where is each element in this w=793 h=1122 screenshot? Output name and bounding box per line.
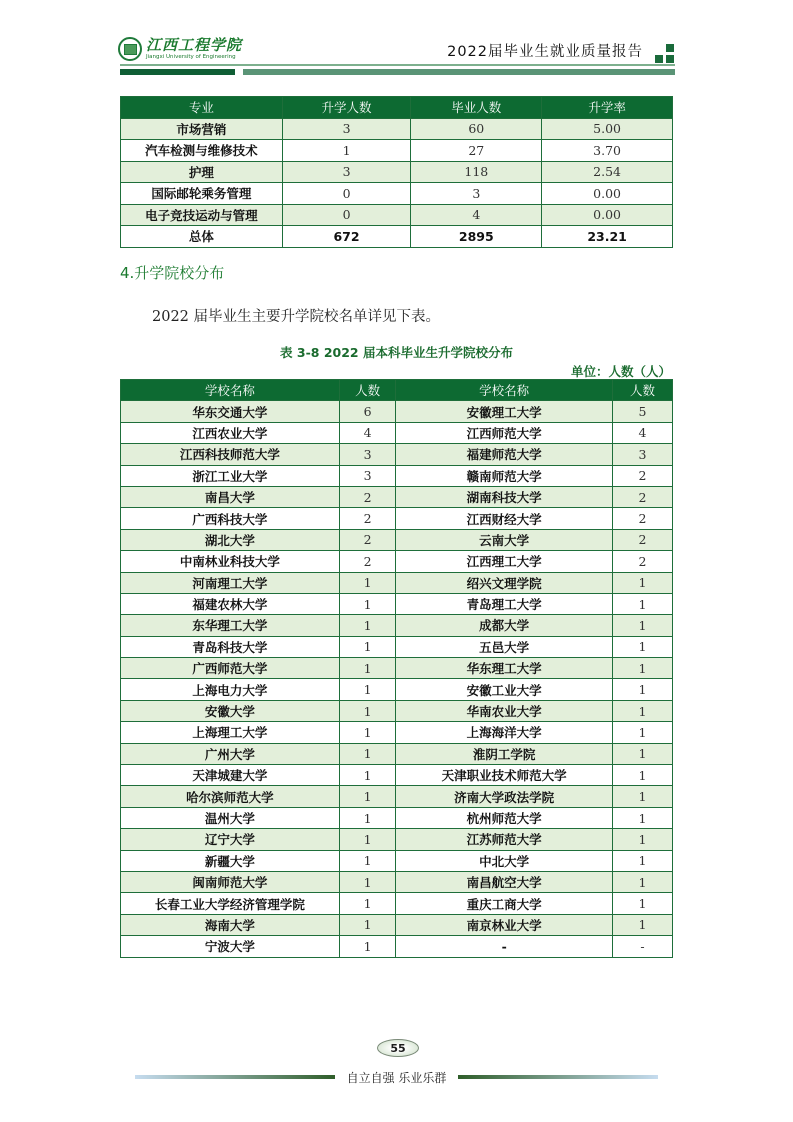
table-row	[121, 508, 673, 529]
student-count: 4	[612, 422, 672, 443]
logo-chinese-name: 江西工程学院	[146, 35, 243, 54]
table-row	[121, 422, 673, 443]
school-name: 江西农业大学	[121, 422, 340, 443]
table-row	[121, 936, 673, 957]
column-header: 学校名称	[396, 380, 612, 401]
school-name: 上海理工大学	[121, 722, 340, 743]
table-row	[121, 765, 673, 786]
total-value: 23.21	[542, 226, 673, 248]
student-count: 2	[612, 551, 672, 572]
school-name: 济南大学政法学院	[396, 786, 612, 807]
column-header: 升学率	[542, 97, 673, 119]
cell-value: 4	[411, 204, 542, 226]
table-row	[121, 893, 673, 914]
major-name: 汽车检测与维修技术	[121, 140, 283, 162]
school-name: 广西科技大学	[121, 508, 340, 529]
student-count: 1	[339, 850, 396, 871]
major-name: 国际邮轮乘务管理	[121, 183, 283, 205]
column-header: 人数	[612, 380, 672, 401]
table-header-row	[121, 380, 673, 401]
school-name: 闽南师范大学	[121, 871, 340, 892]
column-header: 专业	[121, 97, 283, 119]
school-name: 广西师范大学	[121, 658, 340, 679]
cell-value: 0	[282, 204, 411, 226]
page-number: 55	[377, 1039, 419, 1057]
university-logo	[118, 37, 242, 61]
school-name: 青岛科技大学	[121, 636, 340, 657]
school-name: 福建农林大学	[121, 593, 340, 614]
school-name: 东华理工大学	[121, 615, 340, 636]
school-name: 重庆工商大学	[396, 893, 612, 914]
student-count: 1	[612, 658, 672, 679]
student-count: 3	[339, 444, 396, 465]
column-header: 人数	[339, 380, 396, 401]
header-bar-dark	[120, 69, 235, 75]
table-caption: 表 3-8 2022 届本科毕业生升学院校分布	[280, 345, 513, 360]
decorative-squares-icon	[655, 44, 675, 64]
student-count: 1	[339, 722, 396, 743]
table-row	[121, 572, 673, 593]
school-name: 宁波大学	[121, 936, 340, 957]
school-name: 南京林业大学	[396, 914, 612, 935]
school-name: 天津城建大学	[121, 765, 340, 786]
student-count: 1	[612, 572, 672, 593]
header-bar-light	[243, 69, 675, 75]
student-count: 1	[612, 722, 672, 743]
student-count: 1	[612, 593, 672, 614]
student-count: 1	[339, 936, 396, 957]
student-count: 1	[339, 700, 396, 721]
table-row	[121, 204, 673, 226]
student-count: 2	[612, 486, 672, 507]
total-value: 672	[282, 226, 411, 248]
school-name: 杭州师范大学	[396, 807, 612, 828]
school-name: 新疆大学	[121, 850, 340, 871]
school-name: 五邑大学	[396, 636, 612, 657]
school-name: 华东理工大学	[396, 658, 612, 679]
report-title: 2022届毕业生就业质量报告	[447, 44, 643, 60]
student-count: 1	[339, 679, 396, 700]
cell-value: 0.00	[542, 183, 673, 205]
table-row	[121, 401, 673, 422]
footer-line-right	[458, 1075, 658, 1079]
student-count: 1	[339, 914, 396, 935]
column-header: 升学人数	[282, 97, 411, 119]
table-row	[121, 444, 673, 465]
school-name: -	[396, 936, 612, 957]
student-count: 1	[612, 807, 672, 828]
school-name: 广州大学	[121, 743, 340, 764]
table-row	[121, 722, 673, 743]
school-name: 江西理工大学	[396, 551, 612, 572]
cell-value: 3.70	[542, 140, 673, 162]
school-name: 华东交通大学	[121, 401, 340, 422]
school-name: 温州大学	[121, 807, 340, 828]
table-row	[121, 183, 673, 205]
school-name: 南昌大学	[121, 486, 340, 507]
student-count: 6	[339, 401, 396, 422]
school-distribution-table	[120, 379, 673, 958]
student-count: 2	[612, 508, 672, 529]
school-name: 中北大学	[396, 850, 612, 871]
table-unit: 单位：人数（人）	[570, 364, 671, 379]
table-row	[121, 743, 673, 764]
student-count: 1	[612, 786, 672, 807]
student-count: 1	[612, 914, 672, 935]
student-count: 4	[339, 422, 396, 443]
school-name: 安徽理工大学	[396, 401, 612, 422]
student-count: 1	[612, 679, 672, 700]
student-count: 1	[339, 593, 396, 614]
student-count: 1	[339, 636, 396, 657]
student-count: 1	[339, 658, 396, 679]
school-name: 辽宁大学	[121, 829, 340, 850]
table-row	[121, 593, 673, 614]
table-row	[121, 850, 673, 871]
school-name: 中南林业科技大学	[121, 551, 340, 572]
school-name: 福建师范大学	[396, 444, 612, 465]
table-row	[121, 636, 673, 657]
school-name: 江西财经大学	[396, 508, 612, 529]
cell-value: 27	[411, 140, 542, 162]
student-count: 2	[612, 529, 672, 550]
table-row	[121, 658, 673, 679]
major-name: 市场营销	[121, 118, 283, 140]
table-row	[121, 551, 673, 572]
major-admission-table	[120, 96, 673, 248]
school-name: 赣南师范大学	[396, 465, 612, 486]
student-count: 3	[612, 444, 672, 465]
cell-value: 3	[411, 183, 542, 205]
cell-value: 5.00	[542, 118, 673, 140]
cell-value: 1	[282, 140, 411, 162]
student-count: 1	[339, 871, 396, 892]
table-row	[121, 786, 673, 807]
student-count: 1	[612, 636, 672, 657]
student-count: 1	[612, 743, 672, 764]
student-count: 1	[339, 615, 396, 636]
student-count: 3	[339, 465, 396, 486]
total-value: 2895	[411, 226, 542, 248]
cell-value: 0.00	[542, 204, 673, 226]
seal-icon	[118, 37, 142, 61]
footer-motto: 自立自强 乐业乐群	[346, 1071, 447, 1085]
student-count: 1	[339, 743, 396, 764]
page-header	[0, 0, 793, 90]
school-name: 南昌航空大学	[396, 871, 612, 892]
table-header-row	[121, 97, 673, 119]
table-row	[121, 871, 673, 892]
cell-value: 60	[411, 118, 542, 140]
student-count: 1	[612, 871, 672, 892]
school-name: 江西师范大学	[396, 422, 612, 443]
school-name: 安徽工业大学	[396, 679, 612, 700]
student-count: 2	[339, 486, 396, 507]
cell-value: 3	[282, 161, 411, 183]
student-count: 1	[612, 615, 672, 636]
table-row	[121, 161, 673, 183]
school-name: 上海电力大学	[121, 679, 340, 700]
school-name: 青岛理工大学	[396, 593, 612, 614]
table-row	[121, 700, 673, 721]
student-count: 1	[612, 829, 672, 850]
school-name: 上海海洋大学	[396, 722, 612, 743]
column-header: 学校名称	[121, 380, 340, 401]
school-name: 江苏师范大学	[396, 829, 612, 850]
school-name: 华南农业大学	[396, 700, 612, 721]
student-count: 1	[339, 829, 396, 850]
school-name: 河南理工大学	[121, 572, 340, 593]
school-name: 海南大学	[121, 914, 340, 935]
school-name: 浙江工业大学	[121, 465, 340, 486]
student-count: 1	[339, 572, 396, 593]
school-name: 天津职业技术师范大学	[396, 765, 612, 786]
school-name: 湖北大学	[121, 529, 340, 550]
cell-value: 2.54	[542, 161, 673, 183]
cell-value: 3	[282, 118, 411, 140]
school-name: 安徽大学	[121, 700, 340, 721]
student-count: 1	[339, 893, 396, 914]
student-count: 5	[612, 401, 672, 422]
school-name: 淮阴工学院	[396, 743, 612, 764]
cell-value: 118	[411, 161, 542, 183]
total-row	[121, 226, 673, 248]
column-header: 毕业人数	[411, 97, 542, 119]
table-row	[121, 529, 673, 550]
student-count: 2	[339, 508, 396, 529]
header-divider	[120, 64, 675, 66]
major-name: 护理	[121, 161, 283, 183]
school-name: 长春工业大学经济管理学院	[121, 893, 340, 914]
student-count: 2	[612, 465, 672, 486]
student-count: 1	[339, 786, 396, 807]
major-name: 电子竞技运动与管理	[121, 204, 283, 226]
student-count: 1	[612, 850, 672, 871]
student-count: 1	[339, 807, 396, 828]
table-row	[121, 679, 673, 700]
school-name: 江西科技师范大学	[121, 444, 340, 465]
student-count: 2	[339, 551, 396, 572]
table-row	[121, 140, 673, 162]
student-count: 1	[612, 700, 672, 721]
student-count: 2	[339, 529, 396, 550]
school-name: 哈尔滨师范大学	[121, 786, 340, 807]
school-name: 湖南科技大学	[396, 486, 612, 507]
table-row	[121, 118, 673, 140]
school-name: 成都大学	[396, 615, 612, 636]
school-name: 绍兴文理学院	[396, 572, 612, 593]
table-row	[121, 486, 673, 507]
student-count: 1	[612, 765, 672, 786]
table-row	[121, 829, 673, 850]
cell-value: 0	[282, 183, 411, 205]
table-row	[121, 914, 673, 935]
section-title: 4.升学院校分布	[120, 264, 225, 282]
table-row	[121, 465, 673, 486]
table-row	[121, 615, 673, 636]
school-name: 云南大学	[396, 529, 612, 550]
student-count: 1	[339, 765, 396, 786]
table-row	[121, 807, 673, 828]
intro-paragraph: 2022 届毕业生主要升学院校名单详见下表。	[152, 309, 441, 325]
total-label: 总体	[121, 226, 283, 248]
student-count: 1	[612, 893, 672, 914]
logo-english-name: Jiangxi University of Engineering	[146, 53, 236, 60]
student-count: -	[612, 936, 672, 957]
